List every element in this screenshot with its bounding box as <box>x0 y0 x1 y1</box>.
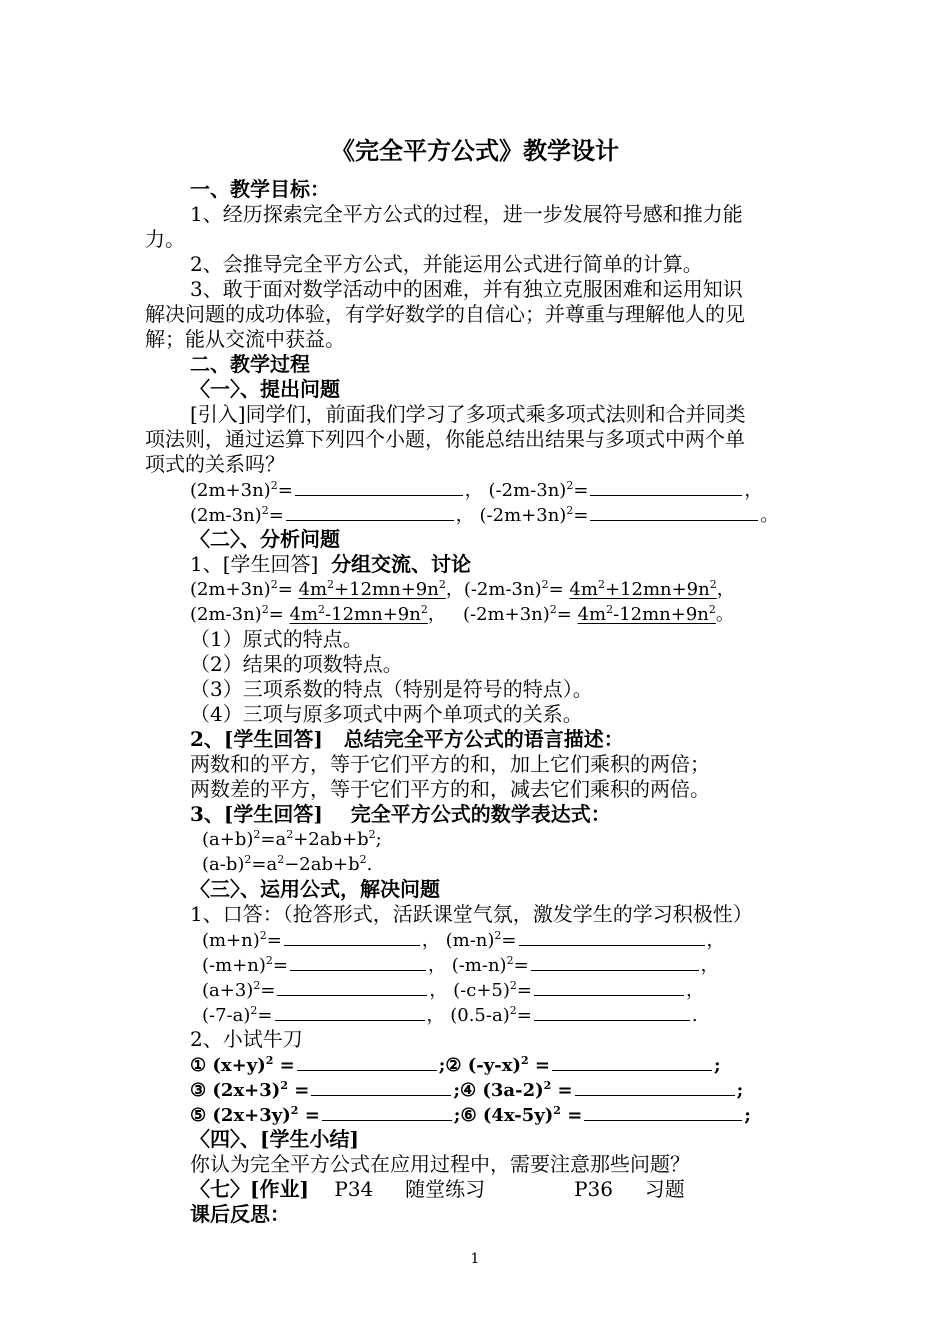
answer-row-2: $(2m-3n)^2= 4m^2-12mn+9n^2$， $(-2m+3n)^2= 4m^2-12mn+9n^2$。 <box>190 603 734 625</box>
goal-2: 2、会推导完全平方公式，并能运用公式进行简单的计算。 <box>190 252 703 276</box>
try-row-2: ③ $(2x+3)^2$ = ;④ $(3a-2)^2$ = ; <box>190 1079 744 1101</box>
answer-blank <box>531 952 699 971</box>
answer-blank <box>575 1077 735 1096</box>
answer-blank <box>590 502 758 521</box>
question-4: （4）三项与原多项式中两个单项式的关系。 <box>190 702 583 726</box>
oral-4: (-m-n) <box>451 955 507 976</box>
intro-line-2: 项法则，通过运算下列四个小题，你能总结出结果与多项式中两个单 <box>145 427 745 451</box>
student-answer-2 <box>190 727 624 752</box>
answer-blank <box>590 477 742 496</box>
oral-row-3: $(a+3)^2=$ ， $(-c+5)^2=$ ， <box>202 979 704 1001</box>
answer-label: 2、[学生回答] <box>190 727 323 751</box>
oral-row-2: $(-m+n)^2=$ ， $(-m-n)^2=$ ， <box>202 954 719 976</box>
goal-3-line-3: 解；能从交流中获益。 <box>145 327 345 351</box>
answer-2-left: (-2m-3n) <box>463 579 542 600</box>
answer-blank <box>519 927 705 946</box>
oral-6: (-c+5) <box>453 980 510 1001</box>
try-3: ③ (2x+3) <box>190 1080 281 1101</box>
exercise-2: (-2m-3n) <box>488 480 567 501</box>
try-2: ② (-y-x) <box>445 1055 521 1076</box>
page-number: 1 <box>470 1251 480 1267</box>
description-sum: 两数和的平方，等于它们平方的和，加上它们乘积的两倍； <box>190 752 710 776</box>
homework-heading: 〈七〉[作业] <box>190 1177 309 1201</box>
answer-3-left: (2m-3n) <box>190 604 262 625</box>
oral-3: (-m+n) <box>202 955 266 976</box>
homework-item-1: 随堂练习 <box>405 1177 486 1201</box>
try-heading: 2、小试牛刀 <box>190 1027 303 1051</box>
oral-row-4: $(-7-a)^2=$ ， $(0.5-a)^2=$ . <box>202 1004 698 1026</box>
exercise-1: (2m+3n) <box>190 480 271 501</box>
try-1: ① (x+y) <box>190 1055 266 1076</box>
section-heading-goals: 一、教学目标： <box>190 177 330 201</box>
formula-difference: $(a-b)^2=a^2-2ab+b^2$. <box>202 853 373 875</box>
exercise-row-1: $(2m+3n)^2=$ ， $(-2m-3n)^2=$ ， <box>190 479 763 501</box>
exercise-4: (-2m+3n) <box>479 505 567 526</box>
homework-row <box>190 1177 685 1202</box>
answer-blank <box>534 1002 690 1021</box>
answer-blank <box>277 977 427 996</box>
try-row-3: ⑤ $(2x+3y)^2$ = ;⑥ $(4x-5y)^2$ = ; <box>190 1104 751 1126</box>
oral-instructions: 1、口答：（抢答形式，活跃课堂气氛，激发学生的学习积极性） <box>190 902 753 926</box>
answer-1-right: $4m^2+12mn+9n^2$ <box>298 578 446 600</box>
part-3-heading: 〈三〉、运用公式，解决问题 <box>190 877 440 901</box>
answer-blank <box>297 1052 437 1071</box>
oral-row-1: $(m+n)^2=$ ， $(m-n)^2=$ ， <box>202 929 725 951</box>
student-answer-1 <box>190 552 471 577</box>
oral-8: (0.5-a) <box>450 1005 510 1026</box>
answer-text: 分组交流、讨论 <box>331 552 472 576</box>
try-5: ⑤ (2x+3y) <box>190 1105 291 1126</box>
question-2: （2）结果的项数特点。 <box>190 652 403 676</box>
homework-item-2: 习题 <box>644 1177 685 1201</box>
answer-4-left: (-2m+3n) <box>463 604 550 625</box>
answer-label: 1、[学生回答] <box>190 552 319 576</box>
homework-page-2: P36 <box>574 1177 613 1201</box>
question-3: （3）三项系数的特点（特别是符号的特点）。 <box>190 677 593 701</box>
answer-2-right: $4m^2+12mn+9n^2$ <box>569 578 717 600</box>
answer-blank <box>284 927 420 946</box>
answer-blank <box>286 502 454 521</box>
answer-text: 总结完全平方公式的语言描述： <box>343 727 624 751</box>
reflection-heading: 课后反思： <box>190 1202 290 1226</box>
intro-line-3: 项式的关系吗？ <box>145 452 285 476</box>
oral-5: (a+3) <box>202 980 254 1001</box>
intro-line-1: [引入]同学们，前面我们学习了多项式乘多项式法则和合并同类 <box>190 402 746 426</box>
answer-blank <box>584 1102 742 1121</box>
try-6: ⑥ (4x-5y) <box>460 1105 554 1126</box>
answer-4-right: $4m^2-12mn+9n^2$ <box>577 603 716 625</box>
goal-3-line-1: 3、敢于面对数学活动中的困难，并有独立克服困难和运用知识 <box>190 277 743 301</box>
answer-blank <box>295 477 463 496</box>
oral-7: (-7-a) <box>202 1005 251 1026</box>
goal-3-line-2: 解决问题的成功体验，有学好数学的自信心；并尊重与理解他人的见 <box>145 302 745 326</box>
student-answer-3 <box>190 802 611 827</box>
part-2-heading: 〈二〉、分析问题 <box>190 527 340 551</box>
formula-sum: $(a+b)^2=a^2+2ab+b^2$; <box>202 828 382 850</box>
answer-1-left: (2m+3n) <box>190 579 271 600</box>
try-4: ④ (3a-2) <box>459 1080 544 1101</box>
answer-label: 3、[学生回答] <box>190 802 323 826</box>
oral-2: (m-n) <box>445 930 495 951</box>
question-1: （1）原式的特点。 <box>190 627 363 651</box>
try-row-1: ① $(x+y)^2$ = ;② $(-y-x)^2$ = ; <box>190 1054 721 1076</box>
section-heading-process: 二、教学过程 <box>190 352 310 376</box>
part-1-heading: 〈一〉、提出问题 <box>190 377 340 401</box>
answer-text: 完全平方公式的数学表达式： <box>350 802 611 826</box>
homework-page-1: P34 <box>334 1177 374 1201</box>
answer-blank <box>290 952 426 971</box>
answer-blank <box>275 1002 425 1021</box>
goal-1-line-1: 1、经历探索完全平方公式的过程，进一步发展符号感和推力能 <box>190 202 743 226</box>
page-title: 《完全平方公式》教学设计 <box>331 136 619 165</box>
answer-blank <box>552 1052 712 1071</box>
exercise-row-2: $(2m-3n)^2=$ ， $(-2m+3n)^2=$ 。 <box>190 504 779 526</box>
goal-1-line-2: 力。 <box>145 227 185 251</box>
oral-1: (m+n) <box>202 930 260 951</box>
answer-blank <box>534 977 684 996</box>
summary-question: 你认为完全平方公式在应用过程中，需要注意那些问题？ <box>190 1152 690 1176</box>
answer-3-right: $4m^2-12mn+9n^2$ <box>289 603 428 625</box>
answer-row-1: $(2m+3n)^2= 4m^2+12mn+9n^2$，$(-2m-3n)^2= 4m^2+12mn+9n^2$， <box>190 578 735 600</box>
answer-blank <box>322 1102 452 1121</box>
part-4-heading: 〈四〉、[学生小结] <box>190 1127 359 1151</box>
exercise-3: (2m-3n) <box>190 505 262 526</box>
description-difference: 两数差的平方，等于它们平方的和，减去它们乘积的两倍。 <box>190 777 710 801</box>
answer-blank <box>311 1077 451 1096</box>
